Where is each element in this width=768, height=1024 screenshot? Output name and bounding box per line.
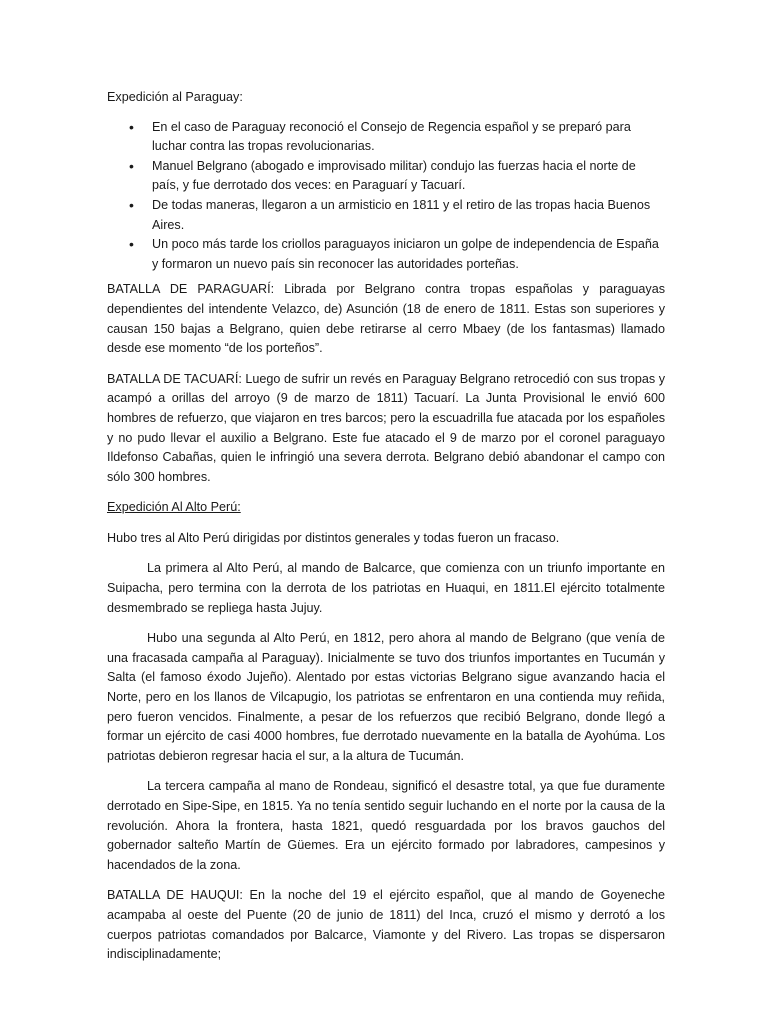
segunda-paragraph: Hubo una segunda al Alto Perú, en 1812, pero ahora al mando de Belgrano (que venía de una fracasada campaña al Paraguay). Inicialmente se tuvo dos triunfos importantes en Tucumán y Salta (el famoso éxodo Jujeño). Alentado por estas victorias Belgrano sigue avanzando hacia el Norte, pero en los llanos de Vilcapugio, los patriotas se enfrentaron en una contienda muy reñida, pero fueron vencidos. Finalmente, a pesar de los refuerzos que recibió Belgrano, donde llegó a formar un ejército de casi 4000 hombres, fue derrotado nuevamente en la batalla de Ayohúma. Los patriotas debieron regresar hacia el sur, a la altura de Tucumán.	[107, 631, 665, 763]
paraguay-bullet-list	[107, 118, 665, 275]
alto-peru-intro: Hubo tres al Alto Perú dirigidas por distintos generales y todas fueron un fracaso.	[107, 530, 560, 545]
alto-peru-heading: Expedición Al Alto Perú:	[107, 500, 241, 515]
primera-paragraph: La primera al Alto Perú, al mando de Balcarce, que comienza con un triunfo importante en Suipacha, pero termina con la derrota de los patriotas en Huaqui, en 1811.El ejército totalmente desmembrado se repliega hasta Jujuy.	[107, 561, 665, 615]
hauqui-paragraph: BATALLA DE HAUQUI: En la noche del 19 el ejército español, que al mando de Goyeneche acampaba al oeste del Puente (20 de junio de 1811) del Inca, cruzó el mismo y derrotó a los cuerpos patriotas comandados por Balcarce, Viamonte y del Rivero. Las tropas se dispersaron indisciplinadamente;	[107, 888, 665, 962]
paraguari-paragraph: BATALLA DE PARAGUARÍ: Librada por Belgrano contra tropas españolas y paraguayas dependientes del intendente Velazco, de) Asunción (18 de enero de 1811. Estas son superiores y causan 150 bajas a Belgrano, quien debe retirarse al cerro Mbaey (de los fantasmas) llamado desde ese momento “de los porteños”.	[107, 282, 665, 356]
list-item: • De todas maneras, llegaron a un armisticio en 1811 y el retiro de las tropas hacia Buenos Aires.	[107, 196, 665, 235]
list-item: • Manuel Belgrano (abogado e improvisado militar) condujo las fuerzas hacia el norte de país, y fue derrotado dos veces: en Paraguarí y Tacuarí.	[107, 157, 665, 196]
list-item: • En el caso de Paraguay reconoció el Consejo de Regencia español y se preparó para luchar contra las tropas revolucionarias.	[107, 118, 665, 157]
tercera-paragraph: La tercera campaña al mano de Rondeau, significó el desastre total, ya que fue duramente derrotado en Sipe-Sipe, en 1815. Ya no tenía sentido seguir luchando en el norte por la causa de la revolución. Ahora la frontera, hasta 1821, quedó resguardada por los bravos gauchos del gobernador salteño Martín de Güemes. Era un ejército formado por labradores, campesinos y hacendados de la zona.	[107, 779, 665, 872]
list-item: • Un poco más tarde los criollos paraguayos iniciaron un golpe de independencia de España y formaron un nuevo país sin reconocer las autoridades porteñas.	[107, 235, 665, 274]
document-page	[107, 88, 665, 976]
paraguay-heading: Expedición al Paraguay:	[107, 90, 243, 104]
tacuari-paragraph: BATALLA DE TACUARÍ: Luego de sufrir un revés en Paraguay Belgrano retrocedió con sus tropas y acampó a orillas del arroyo (9 de marzo de 1811) Tacuarí. La Junta Provisional le envió 600 hombres de refuerzo, que viajaron en tres barcos; pero la escuadrilla fue atacada por los españoles y no pudo llevar el auxilio a Belgrano. Este fue atacado el 9 de marzo por el coronel paraguayo Ildefonso Cabañas, quien le infringió una severa derrota. Belgrano debió abandonar el campo con sólo 300 hombres.	[107, 371, 665, 484]
